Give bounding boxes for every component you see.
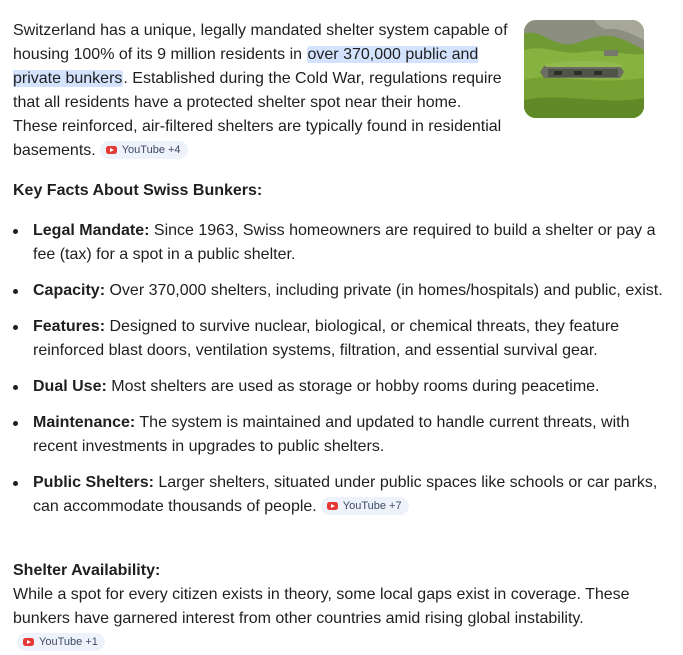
fact-text: Since 1963, Swiss homeowners are required to build a shelter or pay a fee (tax) for a spot in a public shelter. <box>33 222 656 263</box>
key-facts-list <box>13 219 663 531</box>
fact-text: Designed to survive nuclear, biological, or chemical threats, they feature reinforced blast doors, ventilation systems, filtration, and essential survival gear. <box>33 318 620 359</box>
source-chip-label: YouTube +4 <box>121 144 181 156</box>
availability-paragraph <box>13 583 653 655</box>
availability-heading: Shelter Availability: <box>13 562 161 579</box>
fact-term: Capacity: <box>33 282 106 299</box>
source-chip-availability[interactable] <box>17 633 105 651</box>
youtube-icon <box>23 638 34 646</box>
fact-text: Larger shelters, situated under public spaces like schools or car parks, can accommodate thousands of people. <box>33 474 658 515</box>
list-item <box>13 471 663 519</box>
youtube-icon <box>106 146 117 154</box>
fact-term: Features: <box>33 318 106 335</box>
list-item <box>13 375 663 399</box>
fact-term: Maintenance: <box>33 414 136 431</box>
bunker-landscape-image <box>524 20 644 118</box>
youtube-icon <box>327 502 338 510</box>
bunker-image-thumbnail[interactable] <box>524 20 644 118</box>
source-chip-public-shelters[interactable] <box>321 497 409 515</box>
fact-term: Legal Mandate: <box>33 222 150 239</box>
key-facts-heading: Key Facts About Swiss Bunkers: <box>13 182 263 199</box>
highlighted-phrase[interactable]: over 370,000 public and private bunkers <box>13 46 479 87</box>
list-item <box>13 219 663 267</box>
availability-text: While a spot for every citizen exists in theory, some local gaps exist in coverage. These bunkers have garnered interest from other countries amid rising global instability. <box>13 586 630 627</box>
intro-text-before: Switzerland has a unique, legally mandated shelter system capable of housing 100% of its 9 million residents in <box>13 22 508 63</box>
list-item <box>13 279 663 303</box>
source-chip-label: YouTube +7 <box>342 500 402 512</box>
fact-text: Most shelters are used as storage or hobby rooms during peacetime. <box>106 378 600 395</box>
ai-answer-panel <box>13 0 673 654</box>
list-item <box>13 411 663 459</box>
intro-paragraph <box>13 19 508 163</box>
fact-text: The system is maintained and updated to handle current threats, with recent investments in upgrades to public shelters. <box>33 414 630 455</box>
source-chip-intro[interactable] <box>100 141 188 159</box>
intro-text-after: . Established during the Cold War, regulations require that all residents have a protected shelter spot near their home. These reinforced, air-filtered shelters are typically found in residential basements. <box>13 70 502 159</box>
list-item <box>13 315 663 363</box>
fact-term: Public Shelters: <box>33 474 154 491</box>
source-chip-label: YouTube +1 <box>39 636 98 648</box>
fact-term: Dual Use: <box>33 378 107 395</box>
fact-text: Over 370,000 shelters, including private (in homes/hospitals) and public, exist. <box>105 282 663 299</box>
